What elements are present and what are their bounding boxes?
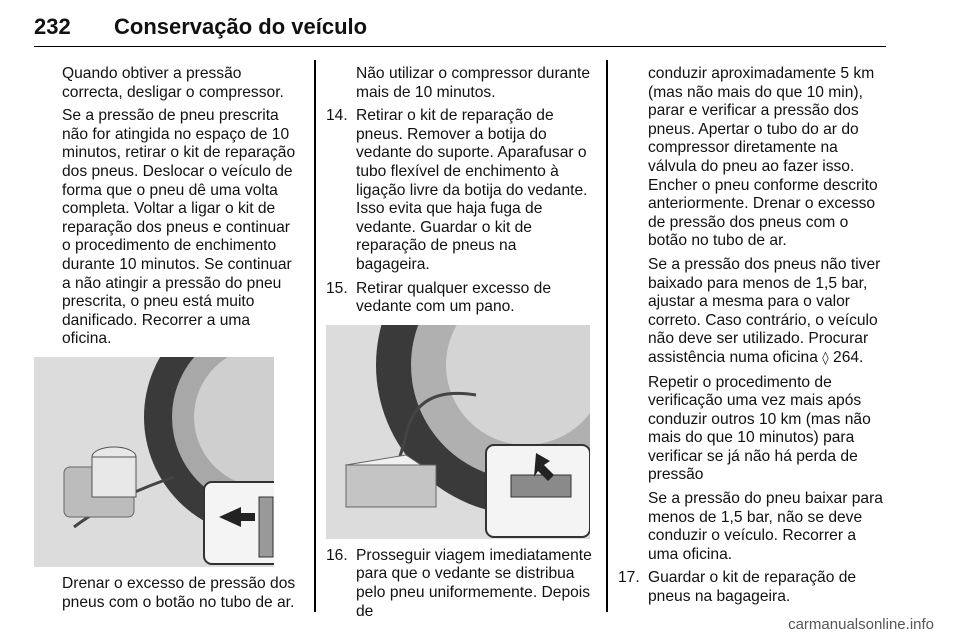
illustration-pressure-release [34, 357, 274, 567]
step-15 [326, 280, 594, 317]
page-number: 232 [34, 14, 71, 39]
watermark: carmanualsonline.info [788, 616, 934, 633]
column-3 [618, 65, 888, 612]
paragraph-drive-check: conduzir aproximadamente 5 km (mas não mais do que 10 min), parar e verificar a pressão dos pneus. Apertar o tubo do ar do compressor diretamente na válvula do pneu ao fazer isso. Encher o pneu conforme descrito anteriormente. Drenar o excesso de pressão dos pneus com o botão no tubo de ar. [648, 65, 878, 250]
step-16-text: Prosseguir viagem imediatamente para que o vedante se distribua pelo pneu uniformemente. Depois de [356, 546, 592, 620]
chapter-title: Conservação do veículo [114, 14, 368, 39]
step-17 [618, 569, 888, 606]
step-16 [326, 547, 594, 621]
step-14-text: Retirar o kit de reparação de pneus. Remover a botija do vedante do suporte. Aparafusar o tubo flexível de enchimento à ligação livre da botija do vedante. Isso evita que haja fuga de vedante. Guardar o kit de reparação de pneus na bagageira. [356, 107, 588, 273]
paragraph-drain-pressure: Drenar o excesso de pressão dos pneus com o botão no tubo de ar. [62, 574, 296, 611]
step-17-text: Guardar o kit de reparação de pneus na bagageira. [648, 569, 857, 606]
step-15-number: 15. [326, 279, 348, 297]
paragraph-adjust-pressure [618, 256, 888, 369]
column-divider-1 [314, 60, 316, 612]
paragraph-compressor-limit: Não utilizar o compressor durante mais de 10 minutos. [356, 65, 591, 101]
page-header [34, 12, 886, 47]
paragraph-repeat-check: Repetir o procedimento de verificação uma vez mais após conduzir outros 10 km (mas não mais do que 10 minutos) para verificar se já não há perda de pressão [648, 373, 871, 484]
column-divider-2 [606, 60, 608, 612]
paragraph-pressure-not-reached: Se a pressão de pneu prescrita não for atingida no espaço de 10 minutos, retirar o kit de reparação dos pneus. Deslocar o veículo de forma que o pneu dê uma volta completa. Voltar a ligar o kit de reparação dos pneus e continuar o procedimento de enchimento durante 10 minutos. Se continuar a não atingir a pressão do pneu prescrita, o pneu está muito danificado. Recorrer a uma oficina. [62, 107, 296, 348]
column-1 [62, 65, 302, 617]
step-16-number: 16. [326, 546, 348, 564]
paragraph-pressure-ok: Quando obtiver a pressão correcta, desligar o compressor. [62, 65, 284, 101]
page-reference-icon: ◊ [822, 350, 829, 366]
adjust-pressure-text: Se a pressão dos pneus não tiver baixado para menos de 1,5 bar, ajustar a mesma para o valor correto. Caso contrário, o veículo não deve ser utilizado. Procurar assistência numa oficina [648, 255, 881, 366]
illustration-sealant-removal [326, 325, 590, 539]
step-17-number: 17. [618, 569, 640, 587]
paragraph-low-pressure-warning: Se a pressão do pneu baixar para menos de 1,5 bar, não se deve conduzir o veículo. Recorrer a uma oficina. [648, 490, 883, 563]
step-15-text: Retirar qualquer excesso de vedante com um pano. [356, 279, 552, 316]
page-reference-link[interactable]: 264. [833, 348, 864, 366]
column-2 [326, 65, 594, 626]
step-14-number: 14. [326, 107, 348, 125]
step-14 [326, 107, 594, 274]
